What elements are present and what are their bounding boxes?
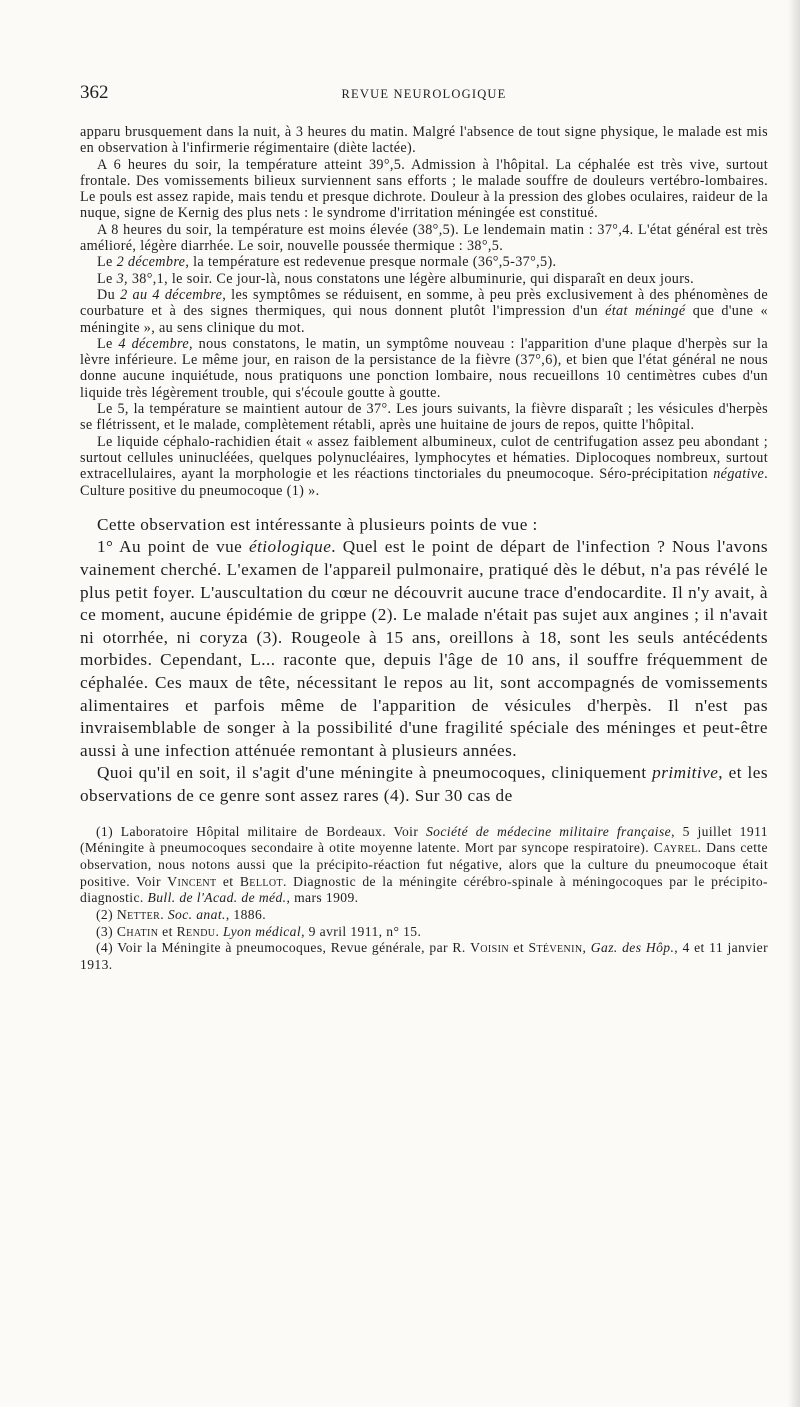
paragraph — [80, 124, 768, 157]
text: , 38°,1, le soir. Ce jour-là, nous constatons une légère albuminurie, qui disparaît en deux jours. — [124, 270, 695, 287]
paragraph — [80, 401, 768, 434]
text: . Quel est le point de départ de l'infection ? Nous l'avons vainement cherché. L'examen de l'appareil pulmonaire, pratiqué dès le début, n'a pas révélé le plus petit foyer. L'auscultation du cœur ne découvrit aucune trace d'endocardite. Il n'y avait, à ce moment, aucune épidémie de grippe (2). Le malade n'était pas sujet aux angines ; il n'avait ni otorrhée, ni coryza (3). Rougeole à 15 ans, oreillons à 18, sont les seuls antécédents morbides. Cependant, L... raconte que, depuis l'âge de 10 ans, il souffre fréquemment de céphalée. Ces maux de tête, nécessitant le repos au lit, sont accompagnés de vomissements alimentaires et parfois même de l'apparition de vésicules d'herpès. Il n'est pas invraisemblable de songer à la possibilité d'une fragilité spéciale des méninges et peut-être aussi à une infection atténuée remontant à plusieurs années. — [80, 537, 768, 760]
text: (3) — [96, 923, 114, 939]
paragraph — [80, 254, 768, 270]
paragraph — [80, 434, 768, 499]
author: Chatin — [116, 923, 159, 939]
text: , 9 avril 1911, n° 15. — [301, 923, 422, 939]
running-head: REVUE NEUROLOGIQUE — [341, 87, 507, 101]
text: . Culture positive du pneumocoque (1) ». — [80, 466, 768, 499]
page — [80, 82, 768, 974]
date: 4 décembre — [118, 335, 189, 352]
author: Vincent — [167, 873, 217, 889]
text: apparu brusquement dans la nuit, à 3 heures du matin. Malgré l'absence de tout signe physique, le malade est mis en observation à l'infirmerie régimentaire (diète lactée). — [80, 124, 768, 157]
page-number: 362 — [80, 82, 109, 103]
text: Le — [97, 335, 113, 352]
page-header — [80, 82, 768, 110]
term: étiologique — [249, 537, 332, 557]
text: , la température est redevenue presque normale (36°,5-37°,5). — [185, 254, 557, 271]
text: que d'une « méningite », au sens clinique du mot. — [80, 303, 768, 336]
paragraph — [80, 336, 768, 401]
text: , nous constatons, le matin, un symptôme nouveau : l'apparition d'une plaque d'herpès sur la lèvre inférieure. Le même jour, en raison de la persistance de la fièvre (37°,6), et bien que l'état général ne nous donne aucune inquiétude, nous pratiquons une ponction lombaire, nous recueillons 10 centimètres cubes d'un liquide très légèrement trouble, qui s'écoule goutte à goutte. — [80, 335, 768, 401]
footnotes — [80, 824, 768, 974]
text: A 8 heures du soir, la température est moins élevée (38°,5). Le lendemain matin : 37°,4. L'état général est très amélioré, légère diarrhée. Le soir, nouvelle poussée thermique : 38°,5. — [80, 221, 768, 255]
text: , 5 juillet 1911 (Méningite à pneumocoques secondaire à otite moyenne latente. Mort par syncope respiratoire). — [80, 823, 768, 856]
journal: Gaz. des Hôp. — [590, 940, 675, 956]
paragraph — [80, 222, 768, 255]
term: négative — [713, 466, 765, 483]
text: . Diagnostic de la méningite cérébro-spinale à méningocoques par le précipito-diagnostic. — [80, 873, 768, 906]
author: Netter — [116, 907, 161, 923]
author: Stévenin — [528, 940, 583, 956]
date: 3 — [116, 270, 125, 287]
paragraph — [80, 514, 768, 537]
journal: Soc. anat. — [167, 907, 226, 923]
text: Quoi qu'il en soit, il s'agit d'une méningite à pneumocoques, cliniquement — [97, 763, 647, 783]
text: Le liquide céphalo-rachidien était « assez faiblement albumineux, culot de centrifugation assez peu abondant ; surtout cellules uninucléées, quelques polynucléaires, lymphocytes et hématies. Diplocoques nombreux, surtout extracellulaires, ayant la morphologie et les réactions tinctoriales du pneumocoque. Séro-précipitation — [80, 433, 768, 483]
text: . Dans cette observation, nous notons aussi que la précipito-réaction fut négative, alors que la culture du pneumocoque était positive. Voir — [80, 840, 768, 889]
journal: Société de médecine militaire française — [425, 823, 672, 839]
term: primitive — [652, 763, 719, 783]
footnote: (2) Netter. Soc. anat., 1886. — [96, 907, 266, 923]
author: Voisin — [470, 940, 509, 956]
author: Cayrel — [653, 840, 698, 856]
text: Le — [97, 254, 113, 271]
text: (2) — [96, 907, 114, 923]
date: 2 au 4 décembre — [120, 286, 223, 303]
text: 1° Au point de vue — [97, 537, 243, 557]
footnote: (4) Voir la Méningite à pneumocoques, Revue générale, par R. Voisin et Stévenin, Gaz. des Hôp., 4 et 11 janvier 1913. — [80, 940, 768, 973]
paragraph — [80, 271, 768, 287]
journal: Bull. de l'Acad. de méd. — [147, 890, 287, 906]
clinical-observation — [80, 124, 768, 499]
text: , mars 1909. — [286, 890, 359, 906]
paragraph — [80, 536, 768, 762]
text: , les symptômes se réduisent, en somme, à peu près exclusivement à des phénomènes de courbature et à des signes thermiques, qui nous donnent plutôt l'impression d'un — [80, 286, 768, 320]
text: et — [162, 923, 173, 939]
text: , 1886. — [225, 907, 266, 923]
text: et — [222, 873, 234, 889]
text: Cette observation est intéressante à plusieurs points de vue : — [97, 514, 538, 534]
text: Le 5, la température se maintient autour de 37°. Les jours suivants, la fièvre disparaît ; les vésicules d'herpès se flétrissent, et le malade, complètement rétabli, après une huitaine de jours de repos, quitte l'hôpital. — [80, 401, 768, 434]
date: 2 décembre — [116, 254, 186, 271]
page-edge-shadow — [788, 0, 800, 1407]
text: A 6 heures du soir, la température atteint 39°,5. Admission à l'hôpital. La céphalée est très vive, surtout frontale. Des vomissements bilieux surviennent sans efforts ; le malade souffre de douleurs vertébro-lombaires. Le pouls est assez rapide, mais tendu et presque dichrote. Douleur à la pression des globes oculaires, raideur de la nuque, signe de Kernig des plus nets : le syndrome d'irritation méningée est constitué. — [80, 156, 768, 222]
author: Rendu — [176, 923, 216, 939]
footnote — [80, 824, 768, 908]
text: , 4 et 11 janvier 1913. — [80, 940, 768, 973]
paragraph — [80, 287, 768, 336]
text: Du — [97, 286, 116, 303]
paragraph — [80, 762, 768, 807]
journal: Lyon médical — [223, 923, 302, 939]
discussion — [80, 514, 768, 808]
text: , et les observations de ce genre sont assez rares (4). Sur 30 cas de — [80, 763, 768, 805]
text: (4) Voir la Méningite à pneumocoques, Revue générale, par R. — [96, 940, 466, 956]
text: et — [513, 940, 525, 956]
paragraph — [80, 157, 768, 222]
text: Le — [97, 270, 113, 287]
term: état méningé — [605, 303, 686, 320]
author: Bellot — [239, 873, 283, 889]
footnote: (3) Chatin et Rendu. Lyon médical, 9 avril 1911, n° 15. — [96, 923, 422, 939]
text: (1) Laboratoire Hôpital militaire de Bordeaux. Voir — [96, 823, 419, 839]
